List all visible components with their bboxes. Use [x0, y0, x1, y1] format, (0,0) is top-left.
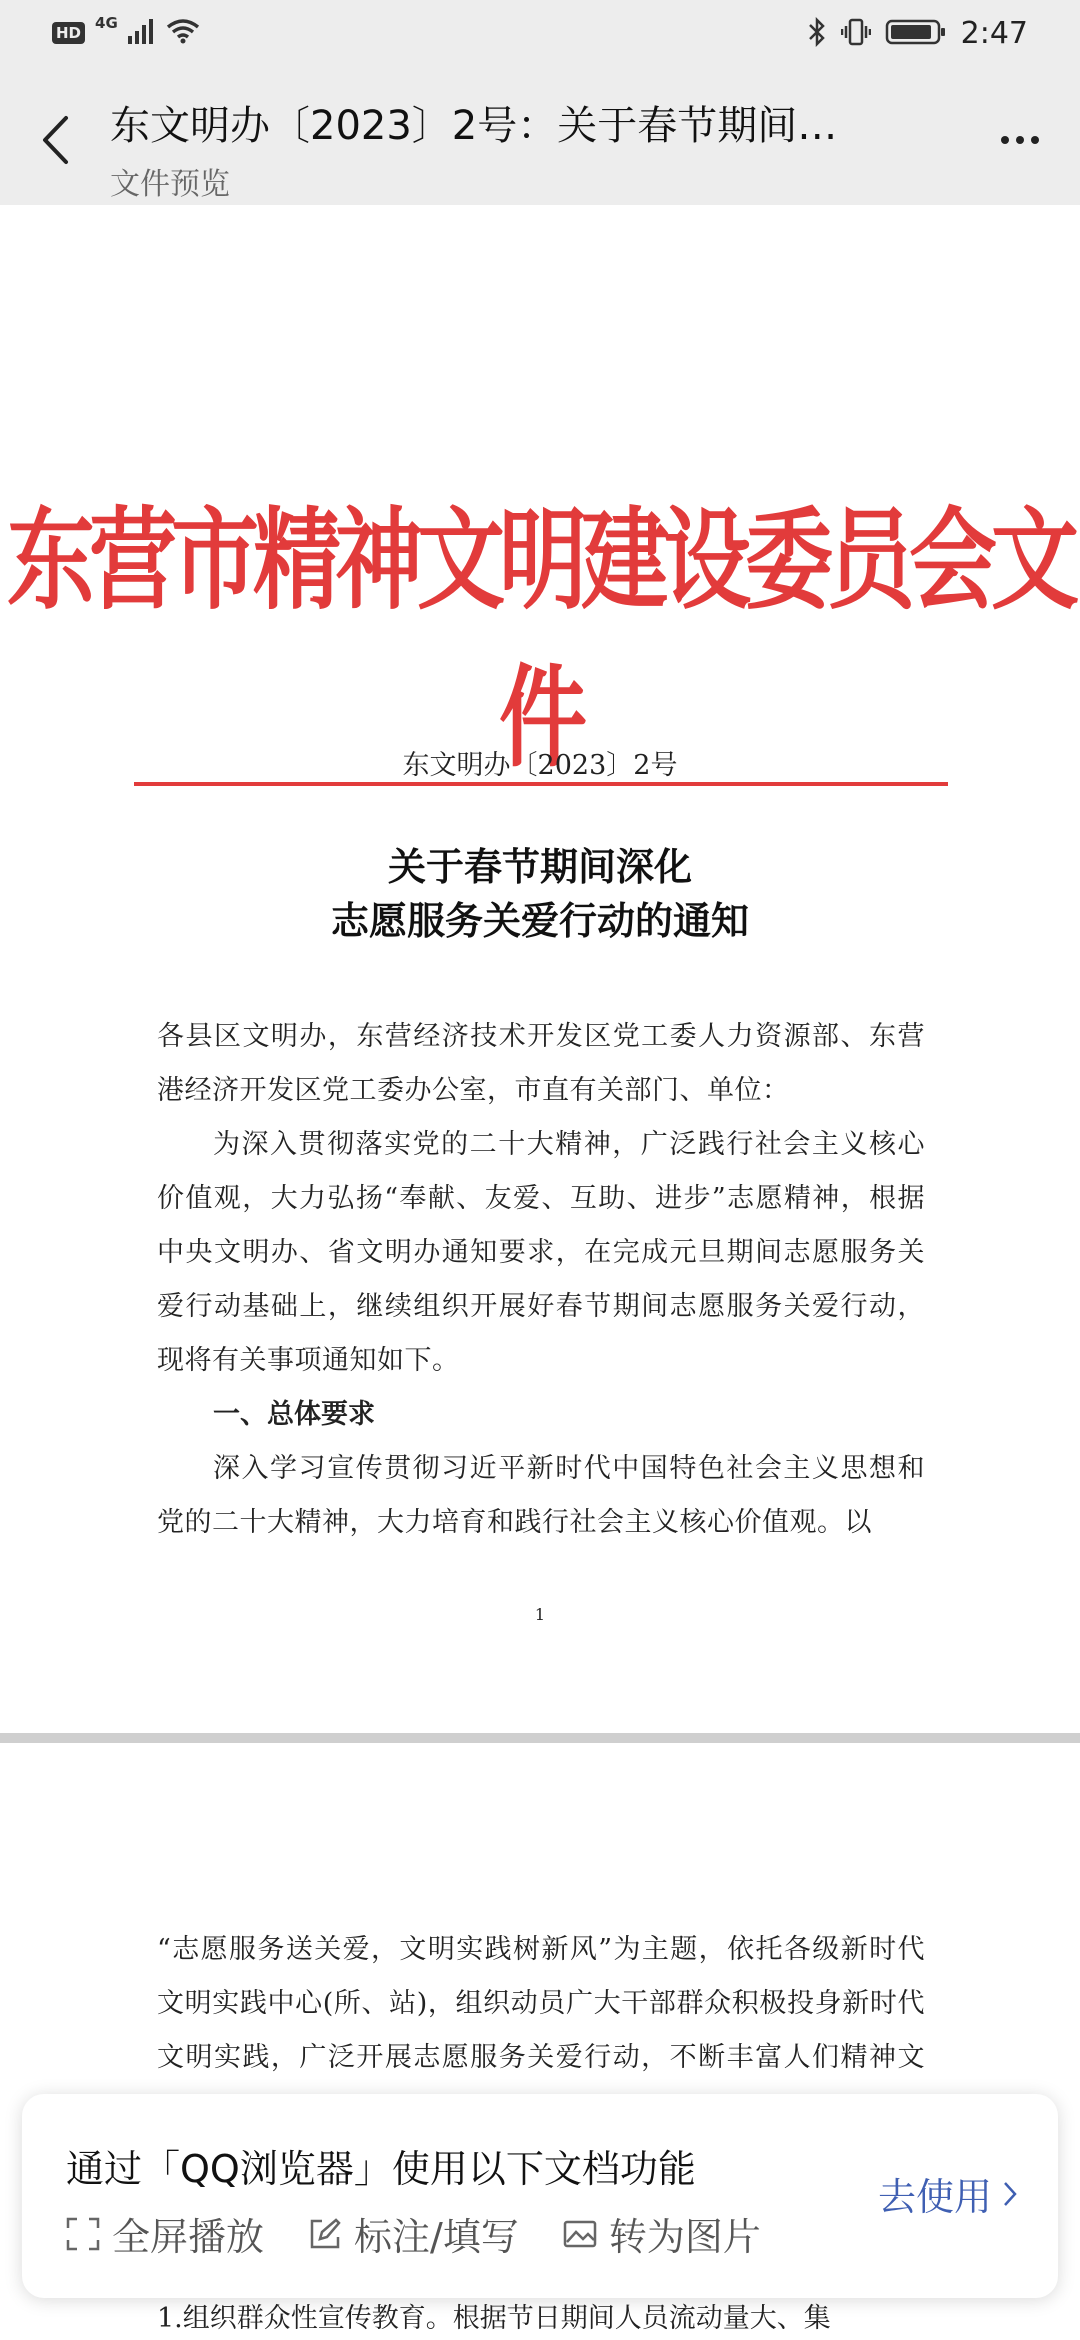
to-image-feature[interactable]: [563, 2206, 761, 2261]
back-arrow-icon: [40, 114, 70, 166]
network-type: 4G: [95, 14, 118, 32]
page-2-paragraph: “志愿服务送关爱，文明实践树新风”为主题，依托各级新时代文明实践中心(所、站)，组织动员广大干部群众积极投身新时代文明实践，广泛开展志愿服务关爱行动，不断丰富人们精神文: [157, 1934, 925, 2073]
section-heading-1: 一、总体要求: [213, 1399, 375, 1430]
document-title: 东文明办〔2023〕2号：关于春节期间…: [110, 103, 838, 149]
more-button[interactable]: [990, 120, 1050, 160]
page-number: 1: [534, 1605, 546, 1624]
back-button[interactable]: [30, 110, 80, 170]
go-use-label: 去使用: [877, 2175, 992, 2219]
document-number: 东文明办〔2023〕2号: [402, 750, 678, 781]
document-page-1[interactable]: [0, 205, 1080, 1733]
go-use-button[interactable]: [878, 2166, 1018, 2221]
fullscreen-feature[interactable]: [66, 2206, 264, 2261]
page-2-bottom-line: 1.组织群众性宣传教育。根据节日期间人员流动量大、集: [157, 2303, 831, 2334]
more-icon: [1001, 136, 1009, 144]
status-bar: [0, 0, 1080, 70]
notice-title: [0, 840, 1080, 948]
fullscreen-icon: [66, 2217, 100, 2251]
image-icon: [563, 2217, 597, 2251]
to-image-label: 转为图片: [608, 2215, 761, 2259]
notice-title-line1: 关于春节期间深化: [387, 844, 692, 889]
issuer-red-head: 东营市精神文明建设委员会文件: [6, 494, 1073, 783]
promo-features: [66, 2206, 761, 2261]
vibrate-icon: [841, 17, 871, 51]
status-left: [52, 14, 200, 48]
signal-icon: [128, 18, 156, 48]
document-subtitle: 文件预览: [110, 167, 230, 202]
chevron-right-icon: [1002, 2180, 1018, 2208]
annotate-feature[interactable]: [308, 2206, 519, 2261]
bluetooth-icon: [807, 17, 827, 51]
app-header: [0, 70, 1080, 205]
title-block: [110, 94, 940, 203]
wifi-icon: [166, 18, 200, 48]
status-time: 2:47: [960, 16, 1028, 51]
section-1-paragraph: 深入学习宣传贯彻习近平新时代中国特色社会主义思想和党的二十大精神，大力培育和践行社会主义核心价值观。以: [157, 1453, 925, 1538]
qq-browser-promo-card[interactable]: [22, 2094, 1058, 2298]
page-separator: [0, 1733, 1080, 1743]
document-body: [157, 1010, 925, 1550]
intro-paragraph: 为深入贯彻落实党的二十大精神，广泛践行社会主义核心价值观，大力弘扬“奉献、友爱、互助、进步”志愿精神，根据中央文明办、省文明办通知要求，在完成元旦期间志愿服务关爱行动基础上，继续组织开展好春节期间志愿服务关爱行动，现将有关事项通知如下。: [157, 1129, 925, 1376]
status-right: [807, 16, 1028, 51]
hd-badge-icon: HD: [52, 22, 85, 44]
fullscreen-label: 全屏播放: [112, 2215, 265, 2259]
red-divider: [134, 782, 948, 786]
annotate-label: 标注/填写: [354, 2215, 519, 2259]
battery-icon: [885, 17, 947, 51]
promo-title: 通过「QQ浏览器」使用以下文档功能: [66, 2147, 696, 2191]
recipients-paragraph: 各县区文明办，东营经济技术开发区党工委人力资源部、东营港经济开发区党工委办公室，市直有关部门、单位：: [157, 1021, 925, 1106]
notice-title-line2: 志愿服务关爱行动的通知: [330, 898, 749, 943]
edit-icon: [308, 2217, 342, 2251]
